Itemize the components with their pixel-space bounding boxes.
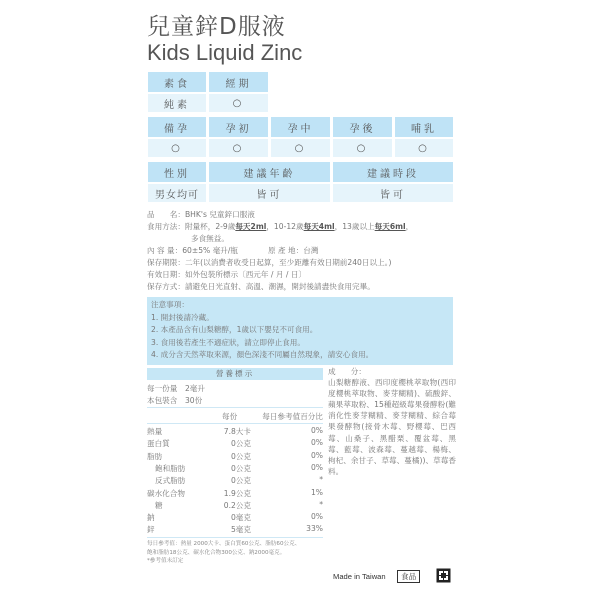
note-item: 2. 本產品含有山梨糖醇，1歲以下嬰兒不可食用。 <box>151 325 318 334</box>
nutrition-row <box>147 426 323 437</box>
made-in-label: Made in Taiwan <box>333 572 386 581</box>
serving-size: 每一份量 2毫升 <box>147 384 205 393</box>
product-title: 兒童鋅D服液 <box>147 14 286 40</box>
info-origin: 原 產 地：台灣 <box>268 246 319 255</box>
value-cell: ○ <box>209 139 268 157</box>
footnote-line: 飽和脂肪18公克、碳水化合物300公克、鈉2000毫克。 <box>147 549 286 556</box>
nutrition-row <box>147 463 323 474</box>
nutrient-amount: 1.9公克 <box>223 488 251 498</box>
recycle-icon <box>436 568 451 583</box>
product-subtitle: Kids Liquid Zinc <box>147 40 303 65</box>
nutrition-row <box>147 438 323 449</box>
nutrient-amount: 0毫克 <box>230 513 251 523</box>
note-item: 1. 開封後請冷藏。 <box>151 312 214 322</box>
info-name: 品 名：BHK's 兒童鋅口服液 <box>147 210 255 219</box>
nutrient-amount: 5毫克 <box>230 525 251 535</box>
info-usage <box>147 221 477 233</box>
footnote-line: *參考值未訂定 <box>147 558 184 565</box>
nutrition-row <box>147 500 323 511</box>
nutrient-name: 飽和脂肪 <box>155 463 186 473</box>
nutrient-pct: 0% <box>310 450 323 460</box>
nutrient-name: 反式脂肪 <box>155 476 186 486</box>
header-cell: 哺乳 <box>395 117 453 137</box>
nutrient-name: 脂肪 <box>147 451 163 461</box>
col-daily-pct: 每日參考值百分比 <box>262 412 323 421</box>
divider <box>147 407 323 408</box>
header-cell: 素食 <box>148 72 206 92</box>
ingredients-label: 成 分： <box>328 367 366 376</box>
footnote <box>147 540 327 566</box>
value-cell: 男女均可 <box>148 184 206 202</box>
info-expiry: 有效日期：如外包裝所標示〔西元年 / 月 / 日〕 <box>147 270 307 279</box>
header-cell: 孕初 <box>209 117 268 137</box>
usage-text: 食用方法：附量杯，2-9歲 <box>147 222 236 231</box>
info-content-row <box>147 245 477 257</box>
nutrient-pct: * <box>319 499 323 509</box>
nutrient-name: 碳水化合物 <box>147 488 185 498</box>
divider <box>147 537 323 538</box>
usage-dose: 每天2ml <box>235 222 267 231</box>
nutrition-row <box>147 488 323 499</box>
nutrition-row <box>147 524 323 535</box>
col-per-serving: 每份 <box>222 412 238 421</box>
product-info <box>147 209 477 293</box>
nutrient-name: 鈉 <box>147 513 155 523</box>
info-usage-line2: 多食無益。 <box>191 234 229 243</box>
notes-box <box>147 297 453 365</box>
nutrient-amount: 0公克 <box>230 451 251 461</box>
notes-title: 注意事項： <box>151 300 189 309</box>
value-cell: ○ <box>333 139 392 157</box>
header-cell: 建議年齡 <box>209 162 330 182</box>
value-cell: ○ <box>271 139 330 157</box>
header-cell: 孕後 <box>333 117 392 137</box>
header-cell: 性別 <box>148 162 206 182</box>
info-content: 內 容 量：60±5% 毫升/瓶 <box>147 246 239 255</box>
value-cell: ○ <box>148 139 206 157</box>
servings-per-pack: 本包裝含 30份 <box>147 396 203 405</box>
ingredients <box>328 366 456 477</box>
food-mark: 食品 <box>397 570 420 583</box>
nutrient-name: 蛋白質 <box>147 439 170 449</box>
nutrient-pct: 1% <box>310 487 323 497</box>
note-item: 4. 成分含天然萃取來源，顏色深淺不同屬自然現象，請安心食用。 <box>151 350 374 359</box>
nutrition-row <box>147 512 323 523</box>
usage-text: ， <box>405 222 414 231</box>
divider <box>147 423 323 424</box>
header-cell: 孕中 <box>271 117 330 137</box>
nutrient-amount: 0公克 <box>230 463 251 473</box>
nutrient-name: 糖 <box>155 500 163 510</box>
footnote-line: 每日參考值：熱量 2000大卡、蛋白質60公克、脂肪60公克、 <box>147 541 301 547</box>
header-cell: 經期 <box>209 72 268 92</box>
usage-text: ，10-12歲 <box>266 222 304 231</box>
value-cell: 皆可 <box>333 184 453 202</box>
nutrient-pct: 0% <box>310 426 323 435</box>
info-shelf: 保存期限：二年(以消費者收受日起算，至少距離有效日期前240日以上。) <box>147 258 392 267</box>
nutrient-name: 鋅 <box>147 525 155 535</box>
usage-dose: 每天4ml <box>303 222 335 231</box>
usage-dose: 每天6ml <box>374 222 406 231</box>
nutrient-amount: 0公克 <box>230 439 251 449</box>
nutrition-title: 營養標示 <box>147 368 323 380</box>
nutrient-amount: 7.8大卡 <box>223 427 251 436</box>
nutrient-pct: 33% <box>306 524 323 534</box>
value-cell: 皆可 <box>209 184 330 202</box>
header-cell: 備孕 <box>148 117 206 137</box>
note-item: 3. 食用後若產生不適症狀，請立即停止食用。 <box>151 337 305 347</box>
ingredients-text: 山梨糖醇液、西印度櫻桃萃取物(西印度櫻桃萃取物、麥芽糊精)、硫酸鋅、蘋果萃取粉、15種超級莓果發酵粉(難消化性麥芽糊精、麥芽糊精、綜合莓果發酵物(接骨木莓、野櫻莓、巴西莓、山桑子、黑醋栗、覆盆莓、黑莓、藍莓、波森莓、蔓越莓、楊梅、枸杞、余甘子、草莓、蔓橘))、草莓香料。 <box>328 378 456 476</box>
nutrient-pct: 0% <box>310 438 323 448</box>
info-storage: 保存方式：請避免日光直射、高溫、潮濕，開封後請盡快食用完畢。 <box>147 282 375 291</box>
usage-text: ，13歲以上 <box>334 222 375 231</box>
value-cell: ○ <box>209 94 268 112</box>
nutrient-pct: * <box>319 475 323 485</box>
nutrient-pct: 0% <box>310 462 323 472</box>
value-cell: 純素 <box>148 94 206 112</box>
nutrient-amount: 0公克 <box>230 476 251 486</box>
nutrient-pct: 0% <box>310 512 323 522</box>
header-cell: 建議時段 <box>333 162 453 182</box>
value-cell: ○ <box>395 139 453 157</box>
nutrient-amount: 0.2公克 <box>223 500 251 510</box>
nutrition-row <box>147 451 323 462</box>
nutrition-row <box>147 475 323 486</box>
nutrient-name: 熱量 <box>147 427 163 436</box>
